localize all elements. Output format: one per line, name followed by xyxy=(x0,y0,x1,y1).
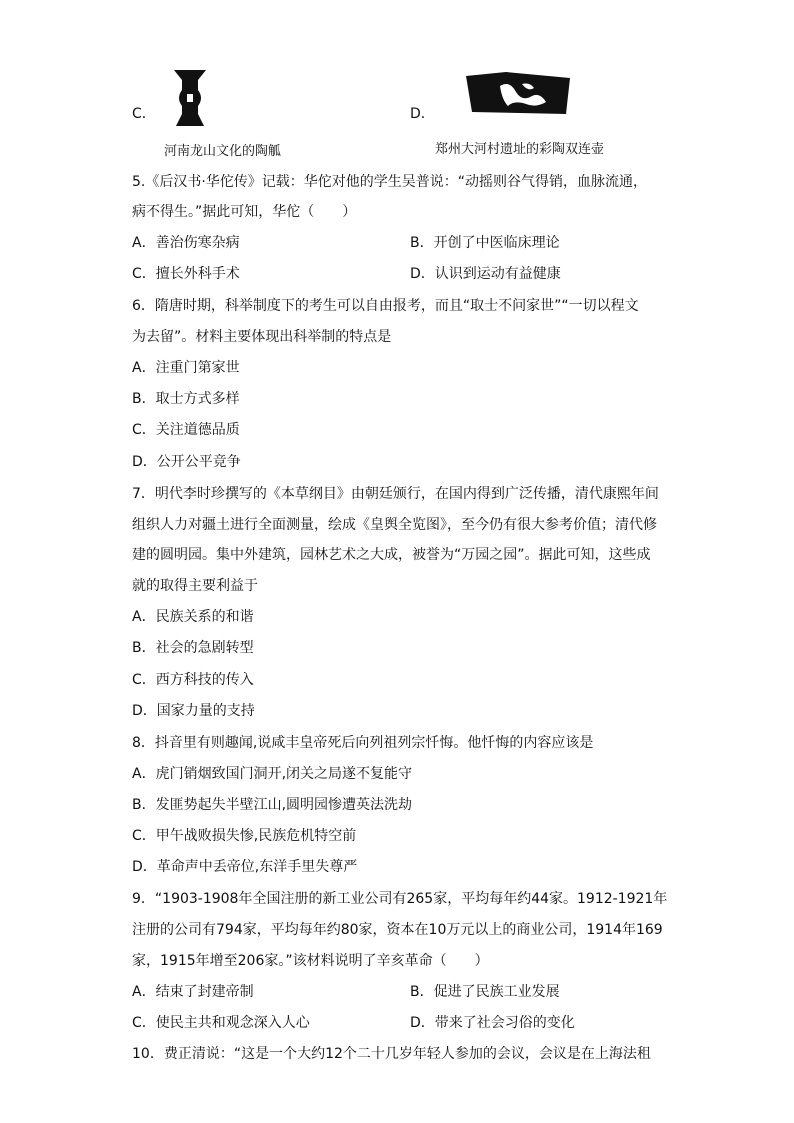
answer-option[interactable]: B．社会的急剧转型 xyxy=(132,640,254,656)
question-stem: 5.《后汉书·华佗传》记载：华佗对他的学生吴普说：“动摇则谷气得销，血脉流通， xyxy=(132,174,648,190)
answer-option[interactable]: C．甲午战败损失惨,民族危机特空前 xyxy=(132,828,357,844)
answer-option[interactable]: A．民族关系的和谐 xyxy=(132,609,254,625)
option-c-label[interactable]: C． xyxy=(132,106,156,122)
answer-option[interactable]: C．关注道德品质 xyxy=(132,422,240,438)
question-stem: 家，1915年增至206家。”该材料说明了辛亥革命（ ） xyxy=(132,953,489,969)
answer-option[interactable]: B．取士方式多样 xyxy=(132,391,240,407)
answer-option[interactable]: A．虎门销烟致国门洞开,闭关之局遂不复能守 xyxy=(132,766,413,782)
answer-option[interactable]: B．发匪势起失半壁江山,圆明园惨遭英法洗劫 xyxy=(132,797,413,813)
answer-option[interactable]: D．带来了社会习俗的变化 xyxy=(410,1015,575,1031)
pottery-gu-cup-icon xyxy=(170,68,210,130)
question-stem: 10．费正清说：“这是一个大约12个二十几岁年轻人参加的会议，会议是在上海法租 xyxy=(132,1046,651,1062)
answer-option[interactable]: C．使民主共和观念深入人心 xyxy=(132,1015,310,1031)
question-stem: 病不得生。”据此可知，华佗（ ） xyxy=(132,204,357,220)
answer-option[interactable]: A．结束了封建帝制 xyxy=(132,984,254,1000)
twin-jar-pottery-icon xyxy=(466,72,570,116)
caption-d: 郑州大河村遗址的彩陶双连壶 xyxy=(435,142,605,157)
question-stem: 8．抖音里有则趣闻,说咸丰皇帝死后向列祖列宗忏悔。他忏悔的内容应该是 xyxy=(132,735,594,751)
answer-option[interactable]: B．促进了民族工业发展 xyxy=(410,984,560,1000)
question-stem: 建的圆明园。集中外建筑，园林艺术之大成，被誉为“万园之园”。据此可知，这些成 xyxy=(132,547,651,563)
answer-option[interactable]: A．注重门第家世 xyxy=(132,360,240,376)
question-stem: 组织人力对疆土进行全面测量，绘成《皇舆全览图》，至今仍有很大参考价值；清代修 xyxy=(132,517,657,533)
caption-c: 河南龙山文化的陶觚 xyxy=(164,144,282,159)
answer-option[interactable]: D．革命声中丢帝位,东洋手里失尊严 xyxy=(132,859,358,875)
question-stem: 就的取得主要利益于 xyxy=(132,578,258,594)
question-stem: 注册的公司有794家，平均每年约80家，资本在10万元以上的商业公司，1914年169 xyxy=(132,922,663,938)
option-d-label[interactable]: D． xyxy=(410,106,435,122)
question-stem: 6．隋唐时期，科举制度下的考生可以自由报考，而且“取士不问家世”“一切以程文 xyxy=(132,298,639,314)
answer-option[interactable]: D．认识到运动有益健康 xyxy=(410,266,561,282)
question-stem: 7．明代李时珍撰写的《本草纲目》由朝廷颁行，在国内得到广泛传播，清代康熙年间 xyxy=(132,486,659,502)
question-stem: 9．“1903-1908年全国注册的新工业公司有265家，平均每年约44家。1912-1921年 xyxy=(132,891,668,907)
answer-option[interactable]: C．擅长外科手术 xyxy=(132,266,240,282)
answer-option[interactable]: A．善治伤寒杂病 xyxy=(132,235,240,251)
answer-option[interactable]: C．西方科技的传入 xyxy=(132,672,254,688)
answer-option[interactable]: B．开创了中医临床理论 xyxy=(410,235,560,251)
answer-option[interactable]: D．公开公平竞争 xyxy=(132,454,241,470)
question-stem: 为去留”。材料主要体现出科举制的特点是 xyxy=(132,329,392,345)
answer-option[interactable]: D．国家力量的支持 xyxy=(132,703,255,719)
